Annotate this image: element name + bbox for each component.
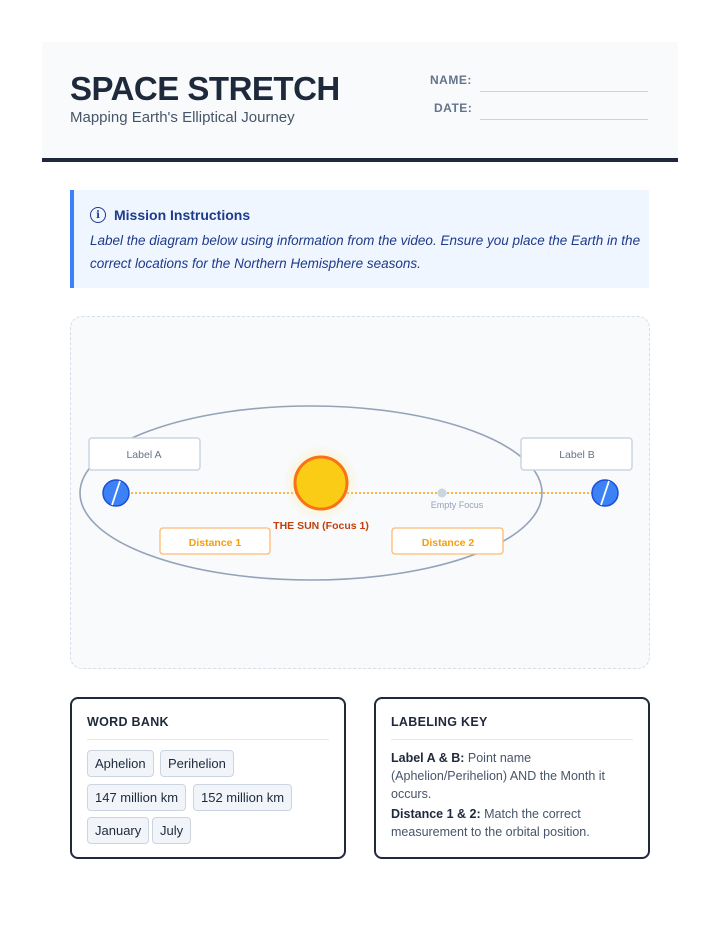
word-bank-divider <box>87 739 329 740</box>
page-title: SPACE STRETCH <box>70 70 340 107</box>
earth-right-icon <box>592 480 618 506</box>
distance-1-box[interactable] <box>160 528 270 554</box>
info-icon: i <box>90 207 106 223</box>
word-chip-147-million-km[interactable]: 147 million km <box>87 784 186 811</box>
word-bank-card <box>70 697 346 859</box>
distance-key-term: Distance 1 & 2: <box>391 807 481 821</box>
instructions-heading <box>90 207 250 223</box>
labeling-key-divider <box>391 739 633 740</box>
name-label: NAME: <box>430 73 472 87</box>
word-bank-title: WORD BANK <box>87 715 169 729</box>
label-b-box[interactable] <box>521 438 632 470</box>
distance-2-box[interactable] <box>392 528 503 554</box>
word-chip-152-million-km[interactable]: 152 million km <box>193 784 292 811</box>
distance-2-text: Distance 2 <box>421 537 475 549</box>
orbit-diagram-svg <box>71 317 651 670</box>
label-key-description: Point name (Aphelion/Perihelion) AND the Month it occurs. <box>391 751 606 801</box>
sun-label: THE SUN (Focus 1) <box>273 520 369 532</box>
labeling-key-card <box>374 697 650 859</box>
label-a-box[interactable] <box>89 438 200 470</box>
distance-key-entry <box>391 805 636 841</box>
label-b-text: Label B <box>559 449 595 461</box>
sun-icon <box>295 457 347 509</box>
label-key-term: Label A & B: <box>391 751 465 765</box>
mission-instructions <box>70 190 649 288</box>
orbit-diagram <box>70 316 650 669</box>
empty-focus-label: Empty Focus <box>430 500 484 510</box>
date-label: DATE: <box>434 101 473 115</box>
date-field[interactable] <box>480 119 648 120</box>
word-chip-january[interactable]: January <box>87 817 149 844</box>
empty-focus-marker <box>438 489 447 498</box>
label-key-entry <box>391 749 636 803</box>
labeling-key-title: LABELING KEY <box>391 715 488 729</box>
word-chip-perihelion[interactable]: Perihelion <box>160 750 234 777</box>
distance-key-description: Match the correct measurement to the orbital position. <box>391 807 590 839</box>
worksheet-header <box>42 42 678 162</box>
instructions-text: Label the diagram below using information from the video. Ensure you place the Earth in the correct locations for the Northern Hemisphere seasons. <box>90 233 641 271</box>
word-chip-aphelion[interactable]: Aphelion <box>87 750 154 777</box>
page-subtitle: Mapping Earth's Elliptical Journey <box>70 109 295 126</box>
word-chip-july[interactable]: July <box>152 817 191 844</box>
name-field[interactable] <box>480 91 648 92</box>
instructions-title: Mission Instructions <box>114 207 251 223</box>
label-a-text: Label A <box>126 449 162 461</box>
distance-1-text: Distance 1 <box>188 537 242 549</box>
earth-left-icon <box>103 480 129 506</box>
